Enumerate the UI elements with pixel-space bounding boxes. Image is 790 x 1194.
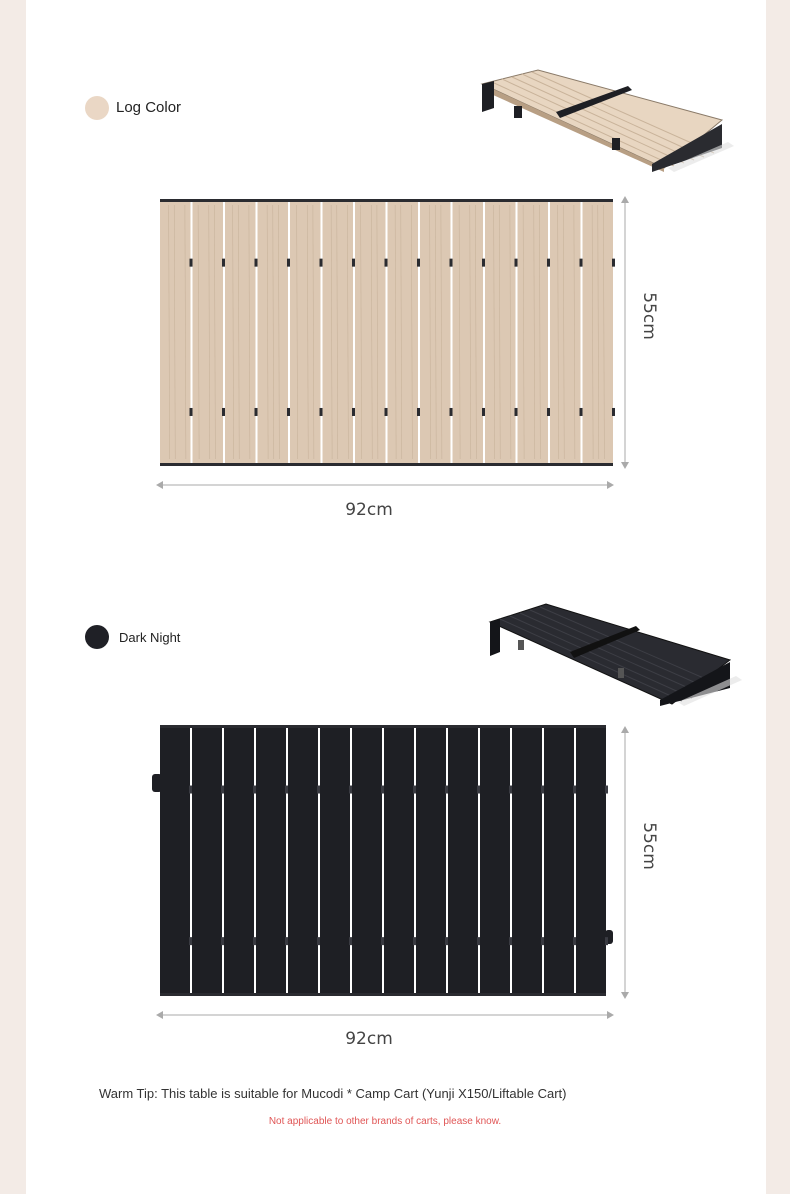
- slat-hinge: [573, 937, 576, 945]
- slat-hinge: [413, 786, 416, 794]
- table-slat: [256, 727, 286, 993]
- table-rail: [160, 993, 606, 996]
- slat-hinge: [541, 937, 544, 945]
- slat-hinge: [253, 937, 256, 945]
- slat-hinge: [477, 937, 480, 945]
- dark-night-width-arrow: [155, 1009, 615, 1021]
- slat-hinge: [547, 259, 550, 267]
- slat-hinge: [221, 937, 224, 945]
- slat-hinge: [190, 408, 193, 416]
- slat-hinge: [352, 408, 355, 416]
- slat-hinge: [515, 259, 518, 267]
- slat-hinge: [189, 786, 192, 794]
- table-slat: [225, 201, 256, 463]
- table-slat: [320, 727, 350, 993]
- table-slat: [224, 727, 254, 993]
- table-slat: [453, 201, 484, 463]
- slat-hinge: [253, 786, 256, 794]
- slat-hinge: [381, 786, 384, 794]
- table-rail: [160, 199, 613, 202]
- log-color-folded-image: [478, 68, 738, 172]
- table-rail: [160, 725, 606, 728]
- table-slat: [160, 727, 190, 993]
- slat-hinge: [612, 259, 615, 267]
- slat-hinge: [189, 937, 192, 945]
- log-color-swatch[interactable]: [85, 96, 109, 120]
- dark-night-width-label: 92cm: [345, 1029, 393, 1049]
- log-color-width-arrow: [155, 479, 615, 491]
- slat-hinge: [190, 259, 193, 267]
- log-color-table-image: [155, 195, 615, 470]
- table-slat: [576, 727, 606, 993]
- table-slat: [518, 201, 549, 463]
- slat-hinge: [349, 937, 352, 945]
- log-color-label: Log Color: [116, 99, 182, 116]
- dark-night-folded-image: [486, 602, 746, 706]
- slat-hinge: [417, 408, 420, 416]
- table-slat: [388, 201, 419, 463]
- slat-hinge: [445, 937, 448, 945]
- slat-hinge: [352, 259, 355, 267]
- table-slat: [480, 727, 510, 993]
- dark-night-label: Dark Night: [119, 630, 181, 645]
- dark-night-table-image: [150, 724, 615, 999]
- log-color-height-arrow: [618, 195, 632, 470]
- slat-hinge: [317, 786, 320, 794]
- table-slat: [192, 727, 222, 993]
- slat-hinge: [580, 259, 583, 267]
- slat-hinge: [255, 259, 258, 267]
- table-slat: [544, 727, 574, 993]
- slat-hinge: [547, 408, 550, 416]
- table-slat: [384, 727, 414, 993]
- slat-hinge: [515, 408, 518, 416]
- table-slat: [448, 727, 478, 993]
- table-rail: [160, 463, 613, 466]
- compatibility-note: Not applicable to other brands of carts, please know.: [268, 1116, 502, 1127]
- table-slat: [193, 201, 224, 463]
- table-slat: [288, 727, 318, 993]
- log-color-height-label: 55cm: [639, 292, 659, 340]
- slat-hinge: [285, 786, 288, 794]
- slat-hinge: [317, 937, 320, 945]
- warm-tip-text: Warm Tip: This table is suitable for Mucodi * Camp Cart (Yunji X150/Liftable Cart): [99, 1086, 567, 1101]
- slat-hinge: [509, 937, 512, 945]
- slat-hinge: [450, 408, 453, 416]
- table-slat: [355, 201, 386, 463]
- slat-hinge: [287, 408, 290, 416]
- slat-hinge: [381, 937, 384, 945]
- slat-hinge: [580, 408, 583, 416]
- slat-hinge: [385, 408, 388, 416]
- slat-hinge: [222, 259, 225, 267]
- slat-hinge: [477, 786, 480, 794]
- table-slat: [352, 727, 382, 993]
- slat-hinge: [612, 408, 615, 416]
- table-slat: [512, 727, 542, 993]
- slat-hinge: [605, 786, 608, 794]
- slat-hinge: [417, 259, 420, 267]
- slat-hinge: [445, 786, 448, 794]
- slat-hinge: [285, 937, 288, 945]
- slat-hinge: [573, 786, 576, 794]
- table-slat: [290, 201, 321, 463]
- slat-hinge: [320, 259, 323, 267]
- slat-hinge: [413, 937, 416, 945]
- slat-hinge: [320, 408, 323, 416]
- slat-hinge: [450, 259, 453, 267]
- slat-hinge: [287, 259, 290, 267]
- table-slat: [416, 727, 446, 993]
- slat-hinge: [255, 408, 258, 416]
- slat-hinge: [482, 259, 485, 267]
- dark-night-height-arrow: [618, 725, 632, 1000]
- slat-hinge: [222, 408, 225, 416]
- slat-hinge: [482, 408, 485, 416]
- slat-hinge: [605, 937, 608, 945]
- table-slat: [550, 201, 581, 463]
- dark-night-swatch[interactable]: [85, 625, 109, 649]
- slat-hinge: [349, 786, 352, 794]
- slat-hinge: [509, 786, 512, 794]
- slat-hinge: [385, 259, 388, 267]
- slat-hinge: [221, 786, 224, 794]
- dark-night-height-label: 55cm: [639, 822, 659, 870]
- slat-hinge: [541, 786, 544, 794]
- log-color-width-label: 92cm: [345, 500, 393, 520]
